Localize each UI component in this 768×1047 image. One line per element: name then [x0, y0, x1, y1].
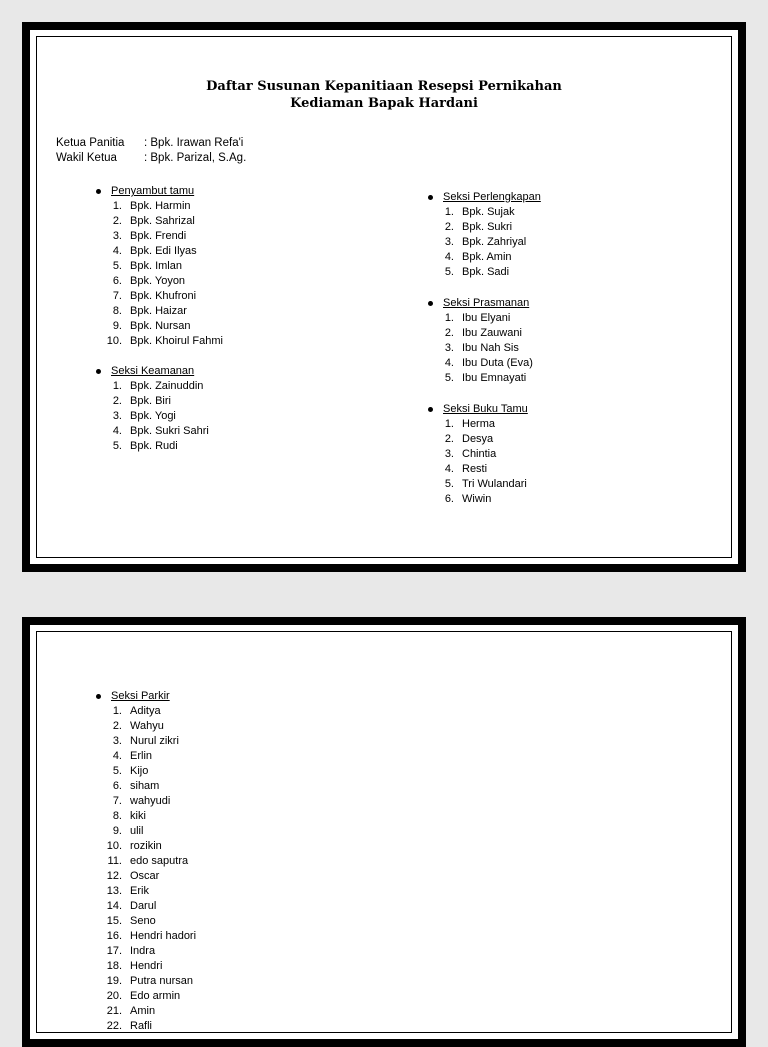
item-number: 18.: [106, 960, 122, 972]
item-number: 7.: [112, 795, 122, 807]
item-name: Hendri: [130, 960, 163, 972]
item-number: 3.: [444, 236, 454, 248]
item-name: Bpk. Zainuddin: [130, 380, 204, 392]
item-number: 4.: [444, 251, 454, 263]
title-line-1: Daftar Susunan Kepanitiaan Resepsi Pernikahan: [206, 79, 562, 94]
list-item: [96, 794, 196, 809]
member-list: [96, 199, 223, 349]
list-item: [96, 989, 196, 1004]
section-parkir: [96, 689, 196, 1034]
list-item: [428, 235, 541, 250]
item-number: 9.: [112, 320, 122, 332]
section-title: Seksi Perlengkapan: [443, 191, 541, 203]
item-number: 16.: [106, 930, 122, 942]
item-number: 2.: [112, 720, 122, 732]
item-number: 3.: [444, 342, 454, 354]
section-buku-tamu: [428, 402, 528, 507]
list-item: [96, 214, 223, 229]
section-keamanan: [96, 364, 209, 454]
member-list: [96, 704, 196, 1034]
item-name: Bpk. Haizar: [130, 305, 187, 317]
item-number: 3.: [444, 448, 454, 460]
item-name: Bpk. Sujak: [462, 206, 515, 218]
list-item: [96, 409, 209, 424]
item-number: 14.: [106, 900, 122, 912]
list-item: [96, 839, 196, 854]
list-item: [428, 326, 533, 341]
item-name: Amin: [130, 1005, 156, 1017]
list-item: [96, 394, 209, 409]
item-number: 6.: [112, 275, 122, 287]
item-name: Ibu Emnayati: [462, 372, 527, 384]
item-name: Bpk. Edi Ilyas: [130, 245, 197, 257]
item-number: 8.: [112, 305, 122, 317]
item-name: Bpk. Khoirul Fahmi: [130, 335, 223, 347]
item-name: Erik: [130, 885, 149, 897]
list-item: [96, 424, 209, 439]
item-number: 7.: [112, 290, 122, 302]
item-name: Ibu Elyani: [462, 312, 511, 324]
list-item: [96, 764, 196, 779]
item-name: Kijo: [130, 765, 149, 777]
item-name: Rafli: [130, 1020, 153, 1032]
list-item: [96, 439, 209, 454]
item-number: 5.: [444, 266, 454, 278]
item-name: Bpk. Yogi: [130, 410, 176, 422]
item-number: 11.: [107, 855, 122, 867]
list-item: [428, 417, 528, 432]
item-number: 10.: [106, 335, 122, 347]
item-number: 1.: [444, 312, 454, 324]
item-name: Nurul zikri: [130, 735, 179, 747]
item-name: Wiwin: [462, 493, 492, 505]
item-number: 1.: [444, 418, 454, 430]
item-name: Ibu Zauwani: [462, 327, 522, 339]
list-item: [96, 854, 196, 869]
item-number: 6.: [112, 780, 122, 792]
list-item: [428, 205, 541, 220]
item-number: 22.: [106, 1020, 122, 1032]
list-item: [428, 432, 528, 447]
item-name: Tri Wulandari: [462, 478, 527, 490]
section-heading: [428, 402, 528, 417]
list-item: [96, 944, 196, 959]
section-penyambut-tamu: [96, 184, 223, 349]
item-number: 5.: [444, 478, 454, 490]
item-number: 5.: [112, 440, 122, 452]
item-number: 9.: [112, 825, 122, 837]
list-item: [96, 884, 196, 899]
item-number: 1.: [112, 705, 122, 717]
list-item: [428, 250, 541, 265]
list-item: [96, 1019, 196, 1034]
title-line-2: Kediaman Bapak Hardani: [290, 96, 478, 111]
list-item: [428, 462, 528, 477]
bullet-icon: [96, 369, 101, 374]
section-heading: [428, 190, 541, 205]
item-name: Oscar: [130, 870, 160, 882]
list-item: [96, 959, 196, 974]
item-number: 13.: [106, 885, 122, 897]
item-number: 21.: [106, 1005, 122, 1017]
list-item: [96, 274, 223, 289]
item-number: 12.: [106, 870, 122, 882]
item-number: 15.: [106, 915, 122, 927]
item-number: 4.: [444, 357, 454, 369]
section-title: Penyambut tamu: [111, 185, 195, 197]
item-name: Bpk. Zahriyal: [462, 236, 527, 248]
item-name: Bpk. Harmin: [130, 200, 191, 212]
item-number: 4.: [112, 750, 122, 762]
item-number: 8.: [112, 810, 122, 822]
leader-row: [56, 151, 246, 166]
item-name: Aditya: [130, 705, 161, 717]
item-number: 10.: [106, 840, 122, 852]
document-page-2: [22, 617, 746, 1047]
item-name: Bpk. Khufroni: [130, 290, 197, 302]
list-item: [96, 229, 223, 244]
list-item: [96, 734, 196, 749]
list-item: [96, 914, 196, 929]
item-number: 2.: [444, 327, 454, 339]
section-prasmanan: [428, 296, 533, 386]
item-name: wahyudi: [130, 795, 171, 807]
list-item: [96, 824, 196, 839]
bullet-icon: [428, 407, 433, 412]
item-number: 2.: [112, 395, 122, 407]
leader-value: : Bpk. Irawan Refa'i: [144, 137, 244, 149]
list-item: [96, 334, 223, 349]
item-number: 20.: [106, 990, 122, 1002]
list-item: [428, 447, 528, 462]
list-item: [96, 259, 223, 274]
item-number: 3.: [112, 410, 122, 422]
section-title: Seksi Keamanan: [111, 365, 195, 377]
document-title: [30, 78, 738, 112]
member-list: [428, 205, 541, 280]
bullet-icon: [96, 189, 101, 194]
item-name: Bpk. Sadi: [462, 266, 510, 278]
list-item: [96, 244, 223, 259]
bullet-icon: [428, 301, 433, 306]
list-item: [96, 199, 223, 214]
leader-label: Ketua Panitia: [56, 137, 125, 149]
item-number: 4.: [112, 245, 122, 257]
item-name: Bpk. Sahrizal: [130, 215, 195, 227]
list-item: [96, 749, 196, 764]
item-number: 5.: [112, 765, 122, 777]
item-number: 1.: [112, 200, 122, 212]
item-name: Herma: [462, 418, 496, 430]
item-name: edo saputra: [130, 855, 189, 867]
section-heading: [428, 296, 533, 311]
list-item: [428, 311, 533, 326]
list-item: [96, 1004, 196, 1019]
item-name: Bpk. Frendi: [130, 230, 187, 242]
list-item: [428, 356, 533, 371]
member-list: [428, 311, 533, 386]
leader-row: [56, 136, 246, 151]
item-name: Desya: [462, 433, 494, 445]
leader-label: Wakil Ketua: [56, 152, 117, 164]
item-name: Bpk. Imlan: [130, 260, 182, 272]
item-number: 1.: [444, 206, 454, 218]
item-number: 2.: [444, 433, 454, 445]
item-name: Bpk. Yoyon: [130, 275, 186, 287]
item-name: Hendri hadori: [130, 930, 197, 942]
item-name: Ibu Nah Sis: [462, 342, 519, 354]
item-name: Bpk. Nursan: [130, 320, 191, 332]
item-name: rozikin: [130, 840, 162, 852]
item-number: 2.: [112, 215, 122, 227]
item-name: Ibu Duta (Eva): [462, 357, 533, 369]
item-name: Indra: [130, 945, 156, 957]
list-item: [428, 341, 533, 356]
list-item: [428, 220, 541, 235]
item-name: Resti: [462, 463, 488, 475]
section-title: Seksi Parkir: [111, 690, 170, 702]
item-number: 6.: [444, 493, 454, 505]
item-name: ulil: [130, 825, 144, 837]
item-number: 3.: [112, 230, 122, 242]
item-number: 5.: [112, 260, 122, 272]
item-number: 4.: [112, 425, 122, 437]
item-name: Putra nursan: [130, 975, 193, 987]
item-name: Chintia: [462, 448, 497, 460]
item-number: 17.: [106, 945, 122, 957]
item-name: Erlin: [130, 750, 153, 762]
section-heading: [96, 689, 196, 704]
item-name: Bpk. Amin: [462, 251, 512, 263]
member-list: [428, 417, 528, 507]
item-number: 19.: [106, 975, 122, 987]
committee-leaders: [56, 136, 246, 166]
item-name: Bpk. Sukri Sahri: [130, 425, 209, 437]
item-number: 4.: [444, 463, 454, 475]
item-name: Bpk. Biri: [130, 395, 171, 407]
item-name: Wahyu: [130, 720, 164, 732]
list-item: [96, 304, 223, 319]
list-item: [96, 289, 223, 304]
list-item: [96, 929, 196, 944]
list-item: [96, 319, 223, 334]
item-name: siham: [130, 780, 160, 792]
item-number: 3.: [112, 735, 122, 747]
list-item: [96, 899, 196, 914]
section-heading: [96, 364, 209, 379]
section-heading: [96, 184, 223, 199]
item-number: 5.: [444, 372, 454, 384]
member-list: [96, 379, 209, 454]
list-item: [96, 719, 196, 734]
list-item: [96, 379, 209, 394]
section-title: Seksi Prasmanan: [443, 297, 530, 309]
list-item: [96, 779, 196, 794]
list-item: [428, 265, 541, 280]
item-name: Bpk. Rudi: [130, 440, 178, 452]
item-number: 2.: [444, 221, 454, 233]
list-item: [428, 371, 533, 386]
item-name: Seno: [130, 915, 156, 927]
item-name: Darul: [130, 900, 157, 912]
list-item: [96, 809, 196, 824]
section-title: Seksi Buku Tamu: [443, 403, 528, 415]
document-page-1: [22, 22, 746, 572]
list-item: [428, 477, 528, 492]
list-item: [96, 869, 196, 884]
item-name: kiki: [130, 810, 146, 822]
item-name: Bpk. Sukri: [462, 221, 513, 233]
item-name: Edo armin: [130, 990, 181, 1002]
list-item: [428, 492, 528, 507]
leader-value: : Bpk. Parizal, S.Ag.: [144, 152, 247, 164]
bullet-icon: [428, 195, 433, 200]
bullet-icon: [96, 694, 101, 699]
section-perlengkapan: [428, 190, 541, 280]
list-item: [96, 974, 196, 989]
item-number: 1.: [112, 380, 122, 392]
list-item: [96, 704, 196, 719]
